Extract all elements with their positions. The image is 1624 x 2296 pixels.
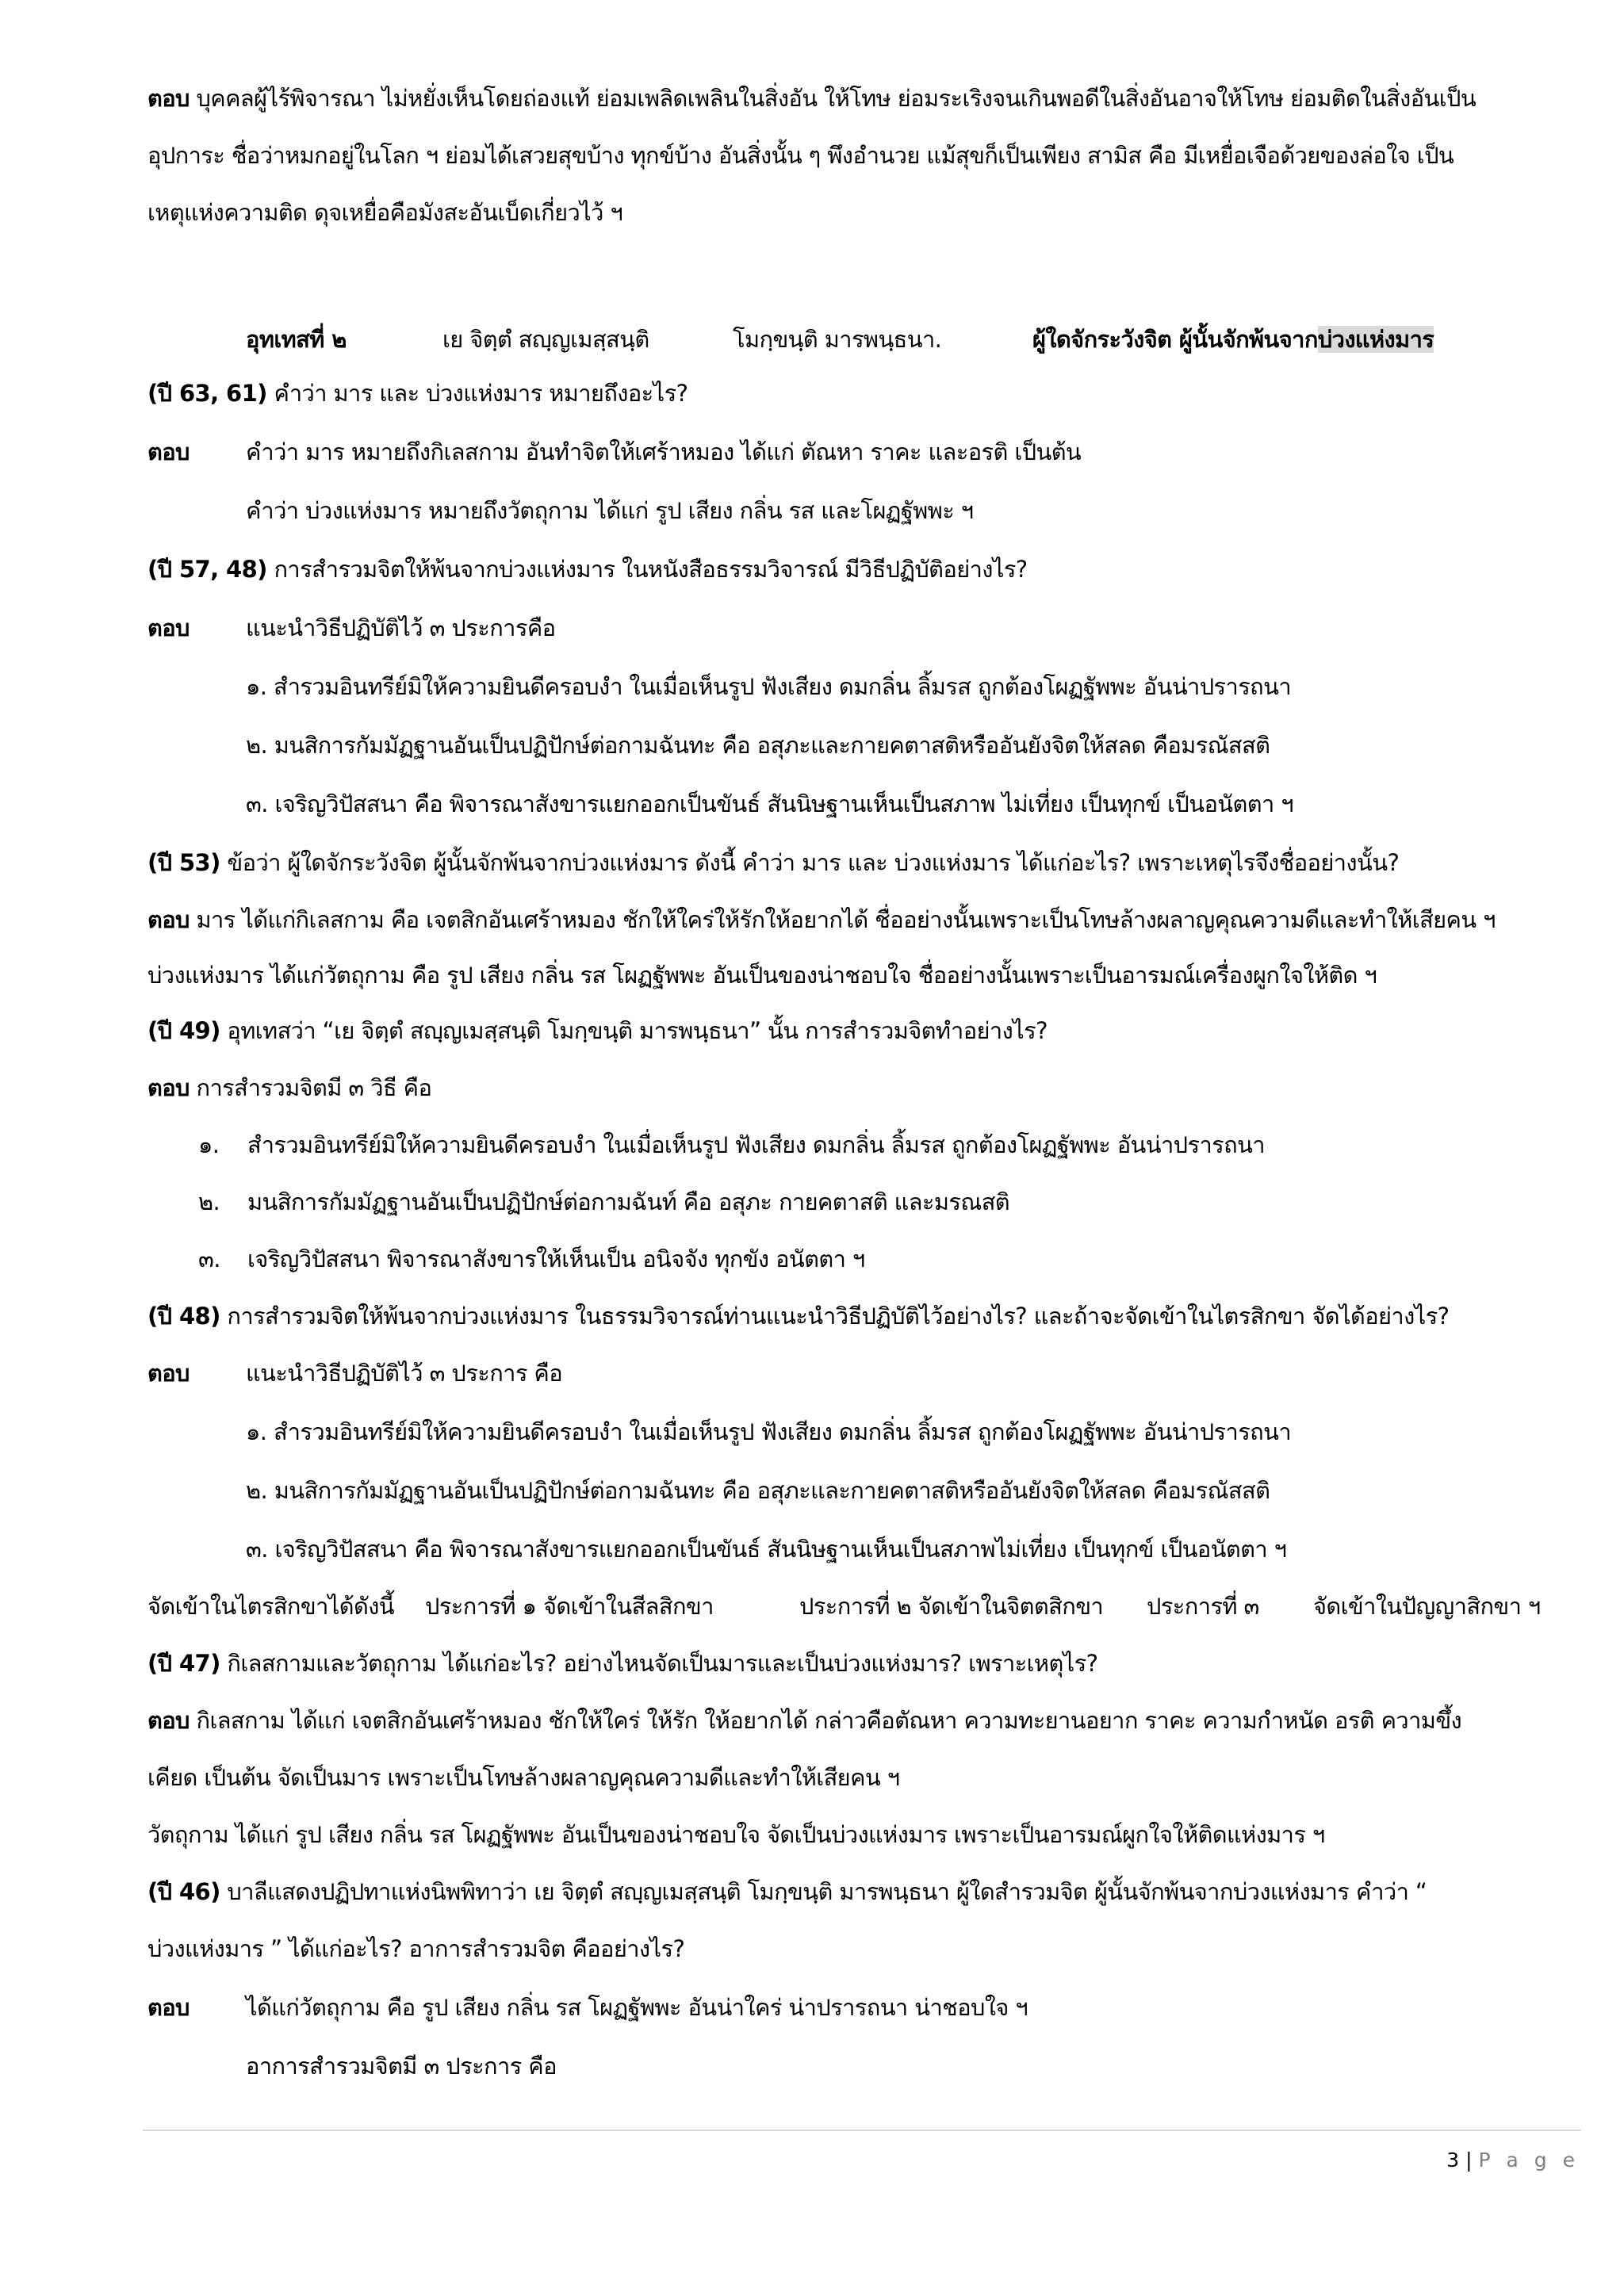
heading-pali-1: เย จิตฺตํ สญฺญเมสฺสนฺติ: [442, 326, 649, 353]
heading-pali-2: โมกฺขนฺติ มารพนฺธนา.: [733, 326, 942, 353]
footer-separator: |: [1465, 2149, 1473, 2172]
intro-line-2: อุปการะ ชื่อว่าหมกอยู่ในโลก ฯ ย่อมได้เสวยสุขบ้าง ทุกข์บ้าง อันสิ่งนั้น ๆ พึงอำนวย แม้สุขก็เป็นเพียง สามิส คือ มีเหยื่อเจือด้วยของล่อใจ เป็น: [147, 142, 1454, 169]
highlighted-phrase: บ่วงแห่งมาร: [1317, 326, 1434, 353]
page-word: P a g e: [1478, 2149, 1580, 2172]
intro-line-1: [147, 82, 1476, 114]
question-3: (ปี 53) ข้อว่า ผู้ใดจักระวังจิต ผู้นั้นจักพ้นจากบ่วงแห่งมาร ดังนี้ คำว่า มาร และ บ่วงแห่งมาร ได้แก่อะไร? เพราะเหตุไรจึงชื่ออย่างนั้น?: [147, 849, 1400, 876]
q1-answer-line-2: คำว่า บ่วงแห่งมาร หมายถึงวัตถุกาม ได้แก่ รูป เสียง กลิ่น รส และโผฏฐัพพะ ฯ: [246, 497, 974, 524]
q5-tri-sikkha-1: จัดเข้าในไตรสิกขาได้ดังนี้: [147, 1593, 395, 1620]
heading-label: อุทเทสที่ ๒: [246, 326, 347, 353]
intro-text-1: บุคคลผู้ไร้พิจารณา ไม่หยั่งเห็นโดยถ่องแท้ ย่อมเพลิดเพลินในสิ่งอัน ให้โทษ ย่อมระเริงจนเกินพอดีในสิ่งอันอาจให้โทษ ย่อมติดในสิ่งอันเป็น: [196, 85, 1477, 112]
q2-answer-item-1: ๑. สำรวมอินทรีย์มิให้ความยินดีครอบงำ ในเมื่อเห็นรูป ฟังเสียง ดมกลิ่น ลิ้มรส ถูกต้องโผฏฐัพพะ อันน่าปรารถนา: [246, 673, 1292, 700]
heading-thai: ผู้ใดจักระวังจิต ผู้นั้นจักพ้นจากบ่วงแห่งมาร: [1032, 326, 1434, 353]
q5-tri-sikkha-3: ประการที่ ๒ จัดเข้าในจิตตสิกขา: [799, 1593, 1104, 1620]
q5-answer-line-0: ตอบ แนะนำวิธีปฏิบัติไว้ ๓ ประการ คือ: [147, 1360, 563, 1387]
question-5: (ปี 48) การสำรวมจิตให้พ้นจากบ่วงแห่งมาร ในธรรมวิจารณ์ท่านแนะนำวิธีปฏิบัติไว้อย่างไร? และถ้าจะจัดเข้าในไตรสิกขา จัดได้อย่างไร?: [147, 1303, 1450, 1330]
q2-answer-item-3: ๓. เจริญวิปัสสนา คือ พิจารณาสังขารแยกออกเป็นขันธ์ สันนิษฐานเห็นเป็นสภาพ ไม่เที่ยง เป็นทุกข์ เป็นอนัตตา ฯ: [246, 790, 1293, 817]
q3-answer-line-1: ตอบ มาร ได้แก่กิเลสกาม คือ เจตสิกอันเศร้าหมอง ชักให้ใคร่ให้รักให้อยากได้ ชื่ออย่างนั้นเพราะเป็นโทษล้างผลาญคุณความดีและทำให้เสียคน ฯ: [147, 906, 1496, 933]
q6-answer-line-3: วัตถุกาม ได้แก่ รูป เสียง กลิ่น รส โผฏฐัพพะ อันเป็นของน่าชอบใจ จัดเป็นบ่วงแห่งมาร เพราะเป็นอารมณ์ผูกใจให้ติดแห่งมาร ฯ: [147, 1821, 1325, 1848]
question-4: (ปี 49) อุทเทสว่า “เย จิตฺตํ สญฺญเมสฺสนฺติ โมกฺขนฺติ มารพนฺธนา” นั้น การสำรวมจิตทำอย่างไร?: [147, 1017, 1048, 1044]
question-7: (ปี 46) บาลีแสดงปฏิปทาแห่งนิพพิทาว่า เย จิตฺตํ สญฺญเมสฺสนฺติ โมกฺขนฺติ มารพนฺธนา ผู้ใดสำรวมจิต ผู้นั้นจักพ้นจากบ่วงแห่งมาร คำว่า “: [147, 1878, 1427, 1905]
page-number: 3: [1446, 2149, 1460, 2172]
q7-answer-line-2: อาการสำรวมจิตมี ๓ ประการ คือ: [246, 2053, 557, 2080]
question-2: (ปี 57, 48) การสำรวมจิตให้พ้นจากบ่วงแห่งมาร ในหนังสือธรรมวิจารณ์ มีวิธีปฏิบัติอย่างไร?: [147, 556, 1028, 583]
q6-answer-line-1: ตอบ กิเลสกาม ได้แก่ เจตสิกอันเศร้าหมอง ชักให้ใคร่ ให้รัก ให้อยากได้ กล่าวคือตัณหา ความทะยานอยาก ราคะ ความกำหนัด อรติ ความขึ้ง: [147, 1707, 1462, 1734]
q5-answer-item-2: ๒. มนสิการกัมมัฏฐานอันเป็นปฏิปักษ์ต่อกามฉันทะ คือ อสุภะและกายคตาสติหรืออันยังจิตให้สลด คือมรณัสสติ: [246, 1477, 1270, 1504]
q3-answer-line-2: บ่วงแห่งมาร ได้แก่วัตถุกาม คือ รูป เสียง กลิ่น รส โผฏฐัพพะ อันเป็นของน่าชอบใจ ชื่ออย่างนั้นเพราะเป็นอารมณ์เครื่องผูกใจให้ติด ฯ: [147, 962, 1377, 989]
q4-answer-item-1: ๑. สำรวมอินทรีย์มิให้ความยินดีครอบงำ ในเมื่อเห็นรูป ฟังเสียง ดมกลิ่น ลิ้มรส ถูกต้องโผฏฐัพพะ อันน่าปรารถนา: [198, 1131, 1265, 1158]
question-1: (ปี 63, 61) คำว่า มาร และ บ่วงแห่งมาร หมายถึงอะไร?: [147, 380, 688, 407]
q4-answer-item-3: ๓. เจริญวิปัสสนา พิจารณาสังขารให้เห็นเป็น อนิจจัง ทุกขัง อนัตตา ฯ: [198, 1246, 865, 1272]
q5-tri-sikkha-2: ประการที่ ๑ จัดเข้าในสีลสิกขา: [425, 1593, 714, 1620]
page-footer: [1446, 2147, 1580, 2174]
q7-answer-line-1: ตอบ ได้แก่วัตถุกาม คือ รูป เสียง กลิ่น รส โผฏฐัพพะ อันน่าใคร่ น่าปรารถนา น่าชอบใจ ฯ: [147, 1994, 1028, 2021]
q5-tri-sikkha-4: ประการที่ ๓: [1147, 1593, 1259, 1620]
q6-answer-line-2: เคียด เป็นต้น จัดเป็นมาร เพราะเป็นโทษล้างผลาญคุณความดีและทำให้เสียคน ฯ: [147, 1764, 900, 1791]
q5-answer-item-3: ๓. เจริญวิปัสสนา คือ พิจารณาสังขารแยกออกเป็นขันธ์ สันนิษฐานเห็นเป็นสภาพไม่เที่ยง เป็นทุกข์ เป็นอนัตตา ฯ: [246, 1536, 1287, 1563]
question-7-cont: บ่วงแห่งมาร ” ได้แก่อะไร? อาการสำรวมจิต คืออย่างไร?: [147, 1935, 685, 1962]
footer-divider: [143, 2130, 1581, 2131]
intro-line-3: เหตุแห่งความติด ดุจเหยื่อคือมังสะอันเบ็ดเกี่ยวไว้ ฯ: [147, 199, 623, 226]
q5-answer-item-1: ๑. สำรวมอินทรีย์มิให้ความยินดีครอบงำ ในเมื่อเห็นรูป ฟังเสียง ดมกลิ่น ลิ้มรส ถูกต้องโผฏฐัพพะ อันน่าปรารถนา: [246, 1418, 1292, 1445]
q5-tri-sikkha-5: จัดเข้าในปัญญาสิกขา ฯ: [1313, 1593, 1541, 1620]
q4-answer-item-2: ๒. มนสิการกัมมัฏฐานอันเป็นปฏิปักษ์ต่อกามฉันท์ คือ อสุภะ กายคตาสติ และมรณสติ: [198, 1188, 1010, 1215]
answer-label: ตอบ: [147, 85, 190, 112]
q1-answer-line-1: ตอบ คำว่า มาร หมายถึงกิเลสกาม อันทำจิตให้เศร้าหมอง ได้แก่ ตัณหา ราคะ และอรติ เป็นต้น: [147, 438, 1082, 465]
q2-answer-item-2: ๒. มนสิการกัมมัฏฐานอันเป็นปฏิปักษ์ต่อกามฉันทะ คือ อสุภะและกายคตาสติหรืออันยังจิตให้สลด คือมรณัสสติ: [246, 732, 1270, 759]
q2-answer-line-0: ตอบ แนะนำวิธีปฏิบัติไว้ ๓ ประการคือ: [147, 614, 556, 641]
question-6: (ปี 47) กิเลสกามและวัตถุกาม ได้แก่อะไร? อย่างไหนจัดเป็นมารและเป็นบ่วงแห่งมาร? เพราะเหตุไร?: [147, 1650, 1098, 1677]
q4-answer-line-0: ตอบ การสำรวมจิตมี ๓ วิธี คือ: [147, 1074, 432, 1101]
